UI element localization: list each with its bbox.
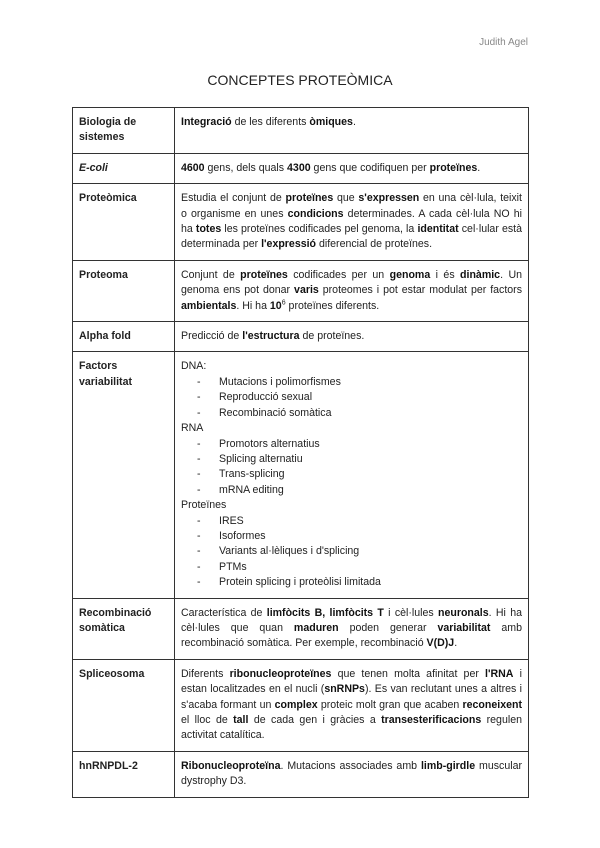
definition-cell [175, 108, 529, 154]
list-item: - Mutacions i polimorfismes [219, 375, 522, 390]
list-item: - Protein splicing i proteòlisi limitada [219, 575, 522, 590]
bold-text: neuronals [438, 606, 489, 619]
table-row [73, 659, 529, 751]
text-segment: ). Es van reclutant unes a altres i s'acaba formant un [181, 683, 522, 711]
term-cell [73, 751, 175, 797]
list-item: - Splicing alternatiu [219, 452, 522, 467]
text-segment: en una cèl·lula, teixit o organisme en unes [181, 192, 522, 220]
bullet-list [181, 437, 522, 499]
bold-text: l'RNA [485, 667, 514, 680]
term-label: Proteoma [79, 268, 128, 281]
text-segment: les proteïnes codificades pel genoma, la [221, 223, 418, 236]
text-segment: de proteïnes. [299, 330, 365, 343]
table-row [73, 108, 529, 154]
term-cell [73, 659, 175, 751]
term-cell [73, 598, 175, 659]
text-segment: que tenen molta afinitat per [331, 667, 486, 680]
definition-cell [175, 184, 529, 261]
term-label: Factors variabilitat [79, 360, 132, 388]
text-segment: el lloc de [181, 714, 234, 726]
text-segment: poden generar [338, 621, 438, 634]
group-heading: DNA: [181, 360, 207, 373]
list-item: - Isoformes [219, 529, 522, 544]
text-segment: . [477, 161, 481, 174]
text-segment: gens que codifiquen per [310, 161, 430, 174]
bold-text: varis [294, 284, 319, 297]
bold-text: genoma [389, 268, 431, 281]
text-segment: proteic molt gran que acaben [317, 698, 463, 711]
definition-cell [175, 322, 529, 352]
term-cell [73, 322, 175, 352]
bold-text: Integració [181, 116, 232, 128]
text-segment: . Mutacions associades amb [280, 759, 421, 772]
bold-text: complex [274, 698, 318, 711]
page-title: CONCEPTES PROTEÒMICA [207, 72, 393, 88]
bold-text: tall [233, 714, 249, 726]
text-segment: que [333, 192, 359, 205]
table-row [73, 352, 529, 598]
definition-cell [175, 659, 529, 751]
text-segment: . [454, 637, 458, 650]
bold-text: s'expressen [358, 192, 420, 205]
text-segment: diferencial de proteïnes. [316, 238, 433, 251]
list-item: - Trans-splicing [219, 467, 522, 482]
table-row [73, 153, 529, 183]
term-cell [73, 153, 175, 183]
list-item: - Reproducció sexual [219, 390, 522, 405]
text-segment: regulen activitat catalítica. [181, 714, 522, 742]
definition-cell [175, 751, 529, 797]
list-item: - Variants al·lèliques i d'splicing [219, 544, 522, 559]
bold-text: maduren [293, 621, 339, 634]
text-segment: . Hi ha cèl·lules que quan [181, 606, 522, 634]
text-segment: gens, dels quals [204, 161, 288, 174]
text-segment: . Un genoma ens pot donar [181, 268, 522, 297]
bold-text: limfòcits B, limfòcits T [266, 606, 384, 619]
group-heading: RNA [181, 422, 204, 435]
term-label: hnRNPDL-2 [79, 759, 138, 772]
author-header: Judith Agel [479, 37, 528, 48]
bold-text: condicions [287, 207, 344, 220]
bold-text: reconeixent [462, 698, 522, 711]
bold-text: 4300 [287, 161, 311, 174]
bold-text: l'estructura [242, 330, 300, 343]
text-segment: cel·lular està determinada per [181, 223, 523, 251]
bold-text: transesterificacions [381, 714, 482, 726]
bullet-list [181, 375, 522, 421]
term-label: Biologia de sistemes [79, 116, 137, 144]
bold-text: 4600 [181, 161, 205, 174]
list-item: - IRES [219, 514, 522, 529]
term-cell [73, 352, 175, 598]
text-segment: i estan localitzades en el nucli ( [181, 667, 522, 696]
bold-text: identitat [417, 223, 459, 236]
list-item: - PTMs [219, 560, 522, 575]
definition-cell [175, 598, 529, 659]
bold-text: ribonucleoproteïnes [229, 667, 332, 680]
term-label: E-coli [79, 161, 108, 174]
text-segment: determinades. A cada cèl·lula NO hi ha [181, 207, 523, 236]
text-segment: Diferents [181, 667, 230, 680]
text-segment: Predicció de [181, 330, 243, 343]
term-label: Spliceosoma [79, 667, 145, 680]
text-segment: muscular dystrophy D3. [181, 759, 522, 788]
text-segment: Conjunt de [181, 268, 241, 281]
table-row [73, 751, 529, 797]
text-segment: i cèl·lules [383, 606, 438, 619]
term-label: Recombinació somàtica [79, 606, 152, 634]
bold-text: totes [195, 223, 222, 236]
definition-cell [175, 260, 529, 321]
bold-text: Ribonucleoproteïna [181, 759, 281, 772]
text-segment: i és [430, 268, 461, 281]
group-heading: Proteïnes [181, 499, 227, 512]
bold-text: l'expressió [261, 238, 317, 251]
bold-text: proteïnes [240, 268, 288, 281]
text-segment: proteomes i pot estar modulat per factors [318, 284, 523, 297]
bold-text: V(D)J [426, 637, 455, 650]
table-row [73, 322, 529, 352]
bold-text: ambientals [181, 299, 237, 312]
definition-cell [175, 153, 529, 183]
definition-cell [175, 352, 529, 598]
bold-text: snRNPs [324, 683, 365, 696]
text-segment: . [352, 116, 356, 128]
text-segment: Estudia el conjunt de [181, 192, 286, 205]
bold-text: limb-girdle [420, 759, 476, 772]
bullet-list [181, 514, 522, 591]
text-segment: de cada gen i gràcies a [248, 714, 382, 726]
bold-text: proteïnes [429, 161, 478, 174]
term-cell [73, 184, 175, 261]
list-item: - Promotors alternatius [219, 437, 522, 452]
bold-text: variabilitat [437, 621, 491, 634]
bold-text: dinàmic [460, 268, 501, 281]
term-cell [73, 260, 175, 321]
bold-text: òmiques [309, 116, 353, 128]
table-row [73, 260, 529, 321]
term-label: Proteòmica [79, 192, 137, 205]
text-segment: . Hi ha [236, 299, 270, 312]
table-row [73, 184, 529, 261]
term-label: Alpha fold [79, 330, 131, 343]
text-segment: proteïnes diferents. [285, 299, 380, 312]
bold-text: proteïnes [285, 192, 334, 205]
text-segment: de les diferents [231, 116, 310, 128]
text-segment: amb recombinació somàtica. Per exemple, recombinació [181, 621, 522, 650]
table-row [73, 598, 529, 659]
bold-text: 6 [281, 299, 286, 307]
bold-text: 10 [269, 299, 282, 312]
list-item: - Recombinació somàtica [219, 406, 522, 421]
text-segment: codificades per un [287, 268, 390, 281]
text-segment: Característica de [181, 606, 267, 619]
concepts-table [72, 107, 529, 798]
term-cell [73, 108, 175, 154]
list-item: - mRNA editing [219, 483, 522, 498]
